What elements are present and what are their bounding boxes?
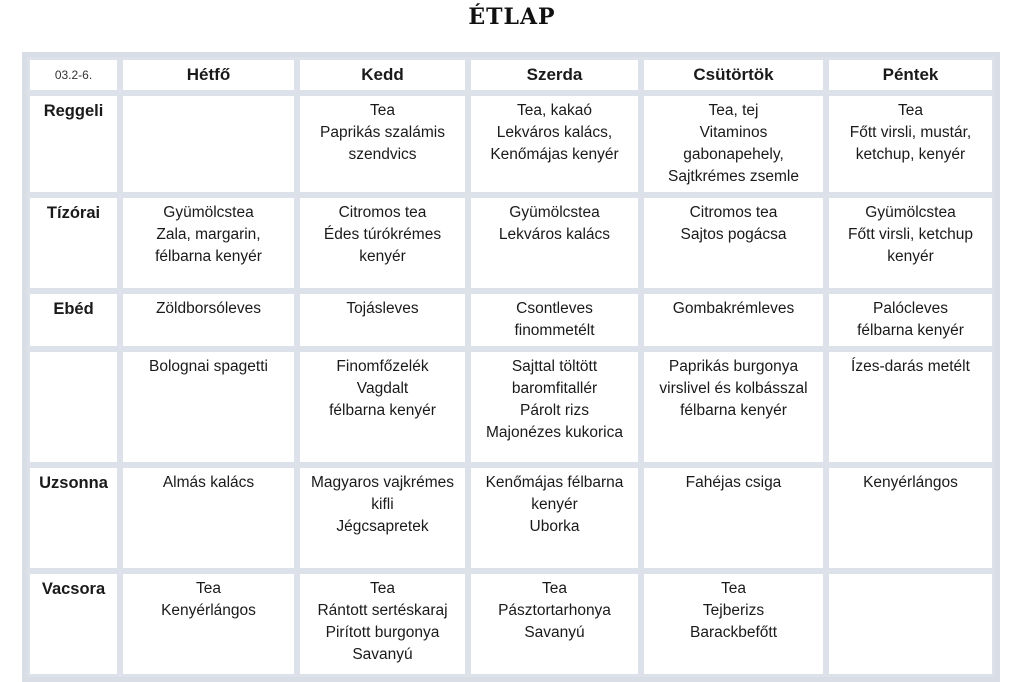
meal-label: Ebéd [27, 291, 120, 349]
day-header: Hétfő [120, 57, 297, 93]
dish-line: Tejberizs [702, 602, 765, 619]
meal-label: Uzsonna [27, 465, 120, 571]
menu-cell [297, 291, 468, 349]
menu-row [27, 93, 995, 195]
menu-table [22, 52, 1000, 682]
dish-line: félbarna kenyér [329, 402, 436, 419]
menu-cell [468, 571, 641, 677]
menu-cell [641, 349, 826, 465]
dish-line: Sajtos pogácsa [680, 226, 787, 243]
dish-line: Magyaros vajkrémes [311, 474, 454, 491]
menu-cell [826, 291, 995, 349]
menu-cell [641, 93, 826, 195]
menu-cell [297, 465, 468, 571]
dish-line: Bolognai spagetti [149, 358, 268, 375]
menu-cell [826, 93, 995, 195]
dish-line: Barackbefőtt [689, 624, 778, 641]
dish-line: Rántott sertéskaraj [317, 602, 448, 619]
menu-cell [826, 349, 995, 465]
dish-line: Tea [370, 580, 395, 597]
meal-label [27, 349, 120, 465]
menu-cell [468, 93, 641, 195]
dish-line: Sajtkrémes zsemle [668, 168, 799, 185]
menu-cell [120, 93, 297, 195]
dish-line: Savanyú [524, 624, 585, 641]
dish-line: Tea [370, 102, 395, 119]
meal-label: Tízórai [27, 195, 120, 291]
menu-cell [641, 465, 826, 571]
dish-line: Citromos tea [338, 204, 427, 221]
dish-line: félbarna kenyér [857, 322, 964, 339]
dish-line: Kenőmájas félbarna [485, 474, 624, 491]
menu-cell [468, 465, 641, 571]
dish-line: Sajttal töltött [511, 358, 598, 375]
dish-line: Gyümölcstea [509, 204, 600, 221]
menu-cell [297, 93, 468, 195]
menu-body [27, 93, 995, 677]
dish-line: Zala, margarin, [156, 226, 261, 243]
menu-cell [120, 195, 297, 291]
dish-line: Palócleves [873, 300, 948, 317]
menu-cell [297, 195, 468, 291]
dish-line: Főtt virsli, mustár, [849, 124, 972, 141]
menu-row [27, 291, 995, 349]
dish-line: Uborka [529, 518, 580, 535]
dish-line: Tea [196, 580, 221, 597]
dish-line: Csontleves [516, 300, 593, 317]
dish-line: ketchup, kenyér [855, 146, 966, 163]
menu-cell [468, 195, 641, 291]
dish-line: Kenyérlángos [161, 602, 256, 619]
dish-line: Párolt rizs [520, 402, 589, 419]
dish-line: Tea [898, 102, 923, 119]
menu-cell [641, 195, 826, 291]
dish-line: Pirított burgonya [325, 624, 440, 641]
menu-cell [297, 571, 468, 677]
dish-line: félbarna kenyér [155, 248, 262, 265]
menu-row [27, 349, 995, 465]
dish-line: Paprikás szalámis [320, 124, 445, 141]
dish-line: szendvics [348, 146, 417, 163]
dish-line: Jégcsapretek [336, 518, 429, 535]
dish-line: Főtt virsli, ketchup [848, 226, 973, 243]
dish-line: Vitaminos [699, 124, 768, 141]
menu-cell [120, 571, 297, 677]
menu-cell [641, 571, 826, 677]
dish-line: Fahéjas csiga [685, 474, 782, 491]
menu-row [27, 571, 995, 677]
menu-cell [641, 291, 826, 349]
dish-line: félbarna kenyér [680, 402, 787, 419]
dish-line: finommetélt [514, 322, 595, 339]
dish-line: Tea [542, 580, 567, 597]
dish-line: Gyümölcstea [163, 204, 254, 221]
dish-line: Lekváros kalács, [496, 124, 613, 141]
dish-line: Vagdalt [356, 380, 409, 397]
dish-line: Tojásleves [346, 300, 419, 317]
dish-line: Citromos tea [689, 204, 778, 221]
dish-line: Almás kalács [162, 474, 255, 491]
dish-line: Tea, tej [708, 102, 759, 119]
meal-label: Vacsora [27, 571, 120, 677]
menu-row [27, 195, 995, 291]
meal-label: Reggeli [27, 93, 120, 195]
dish-line: baromfitallér [511, 380, 598, 397]
dish-line: virslivel és kolbásszal [659, 380, 808, 397]
dish-line: Finomfőzelék [336, 358, 429, 375]
day-header: Csütörtök [641, 57, 826, 93]
dish-line: gabonapehely, [683, 146, 784, 163]
menu-cell [468, 291, 641, 349]
menu-cell [120, 465, 297, 571]
menu-cell [120, 291, 297, 349]
dish-line: kenyér [887, 248, 934, 265]
menu-cell [826, 465, 995, 571]
dish-line: Gyümölcstea [865, 204, 956, 221]
header-row [27, 57, 995, 93]
dish-line: Gombakrémleves [672, 300, 795, 317]
menu-cell [826, 571, 995, 677]
week-label: 03.2-6. [27, 57, 120, 93]
dish-line: Pásztortarhonya [498, 602, 611, 619]
menu-cell [297, 349, 468, 465]
dish-line: Tea [721, 580, 746, 597]
menu-cell [826, 195, 995, 291]
dish-line: Majonézes kukorica [486, 424, 623, 441]
dish-line: Tea, kakaó [517, 102, 592, 119]
dish-line: Savanyú [352, 646, 413, 663]
day-header: Kedd [297, 57, 468, 93]
day-header: Péntek [826, 57, 995, 93]
dish-line: kenyér [359, 248, 406, 265]
dish-line: kifli [371, 496, 394, 513]
page-title: ÉTLAP [468, 4, 556, 30]
dish-line: Kenyérlángos [863, 474, 958, 491]
menu-row [27, 465, 995, 571]
day-header: Szerda [468, 57, 641, 93]
dish-line: Kenőmájas kenyér [490, 146, 619, 163]
dish-line: kenyér [531, 496, 578, 513]
dish-line: Zöldborsóleves [155, 300, 262, 317]
dish-line: Ízes-darás metélt [851, 358, 970, 375]
menu-cell [468, 349, 641, 465]
dish-line: Paprikás burgonya [668, 358, 799, 375]
dish-line: Lekváros kalács [498, 226, 611, 243]
menu-cell [120, 349, 297, 465]
dish-line: Édes túrókrémes [323, 226, 442, 243]
